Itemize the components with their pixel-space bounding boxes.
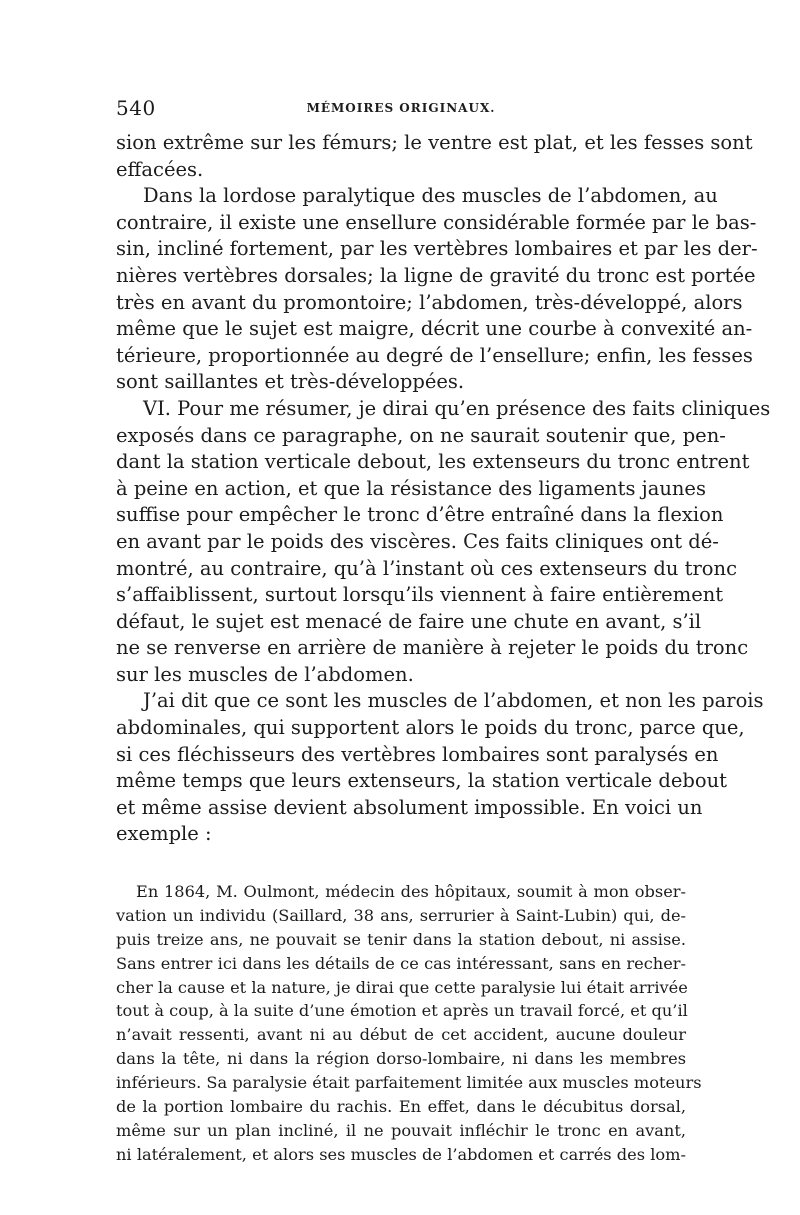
case-line: cher la cause et la nature, je dirai que cette paralysie lui était arrivée bbox=[116, 977, 688, 997]
text-line: ne se renverse en arrière de manière à rejeter le poids du tronc bbox=[116, 636, 749, 660]
text-line: suffise pour empêcher le tronc d’être entraîné dans la flexion bbox=[116, 503, 724, 527]
case-line: ni latéralement, et alors ses muscles de l’abdomen et carrés des lom- bbox=[116, 1144, 686, 1164]
text-line: térieure, proportionnée au degré de l’ensellure; enfin, les fesses bbox=[116, 343, 753, 367]
case-line: dans la tête, ni dans la région dorso-lombaire, ni dans les membres bbox=[116, 1049, 686, 1069]
page-number: 540 bbox=[116, 96, 156, 120]
case-line: inférieurs. Sa paralysie était parfaitement limitée aux muscles moteurs bbox=[116, 1073, 702, 1093]
text-line: montré, au contraire, qu’à l’instant où ces extenseurs du tronc bbox=[116, 556, 738, 580]
text-line: effacées. bbox=[116, 157, 204, 181]
running-title: MÉMOIRES ORIGINAUX. bbox=[306, 101, 496, 115]
case-line: Sans entrer ici dans les détails de ce cas intéressant, sans en recher- bbox=[116, 953, 686, 973]
paragraph-start-line: J’ai dit que ce sont les muscles de l’abdomen, et non les parois bbox=[143, 689, 764, 713]
page-header bbox=[116, 96, 686, 120]
case-line: vation un individu (Saillard, 38 ans, serrurier à Saint-Lubin) qui, de- bbox=[116, 905, 686, 925]
text-line: en avant par le poids des viscères. Ces faits cliniques ont dé- bbox=[116, 529, 719, 553]
text-line: à peine en action, et que la résistance des ligaments jaunes bbox=[116, 476, 706, 500]
text-line: sin, incliné fortement, par les vertèbres lombaires et par les der- bbox=[116, 237, 758, 261]
text-line: très en avant du promontoire; l’abdomen, très-développé, alors bbox=[116, 290, 743, 314]
text-line: sur les muscles de l’abdomen. bbox=[116, 662, 414, 686]
text-line: sont saillantes et très-développées. bbox=[116, 370, 465, 394]
text-line: dant la station verticale debout, les extenseurs du tronc entrent bbox=[116, 450, 750, 474]
case-line: En 1864, M. Oulmont, médecin des hôpitaux, soumit à mon obser- bbox=[136, 882, 686, 901]
case-line: n’avait ressenti, avant ni au début de cet accident, aucune douleur bbox=[116, 1025, 686, 1045]
case-line: puis treize ans, ne pouvait se tenir dans la station debout, ni assise. bbox=[116, 929, 686, 949]
paragraph-start-line: VI. Pour me résumer, je dirai qu’en présence des faits cliniques bbox=[143, 396, 771, 420]
text-line: et même assise devient absolument impossible. En voici un bbox=[116, 795, 703, 819]
text-line: s’affaiblissent, surtout lorsqu’ils viennent à faire entièrement bbox=[116, 583, 724, 607]
text-line: exemple : bbox=[116, 822, 212, 846]
text-line: même que le sujet est maigre, décrit une courbe à convexité an- bbox=[116, 317, 753, 341]
text-line: si ces fléchisseurs des vertèbres lombaires sont paralysés en bbox=[116, 742, 719, 766]
main-text bbox=[116, 130, 771, 848]
case-line: même sur un plan incliné, il ne pouvait infléchir le tronc en avant, bbox=[116, 1120, 686, 1140]
case-line: de la portion lombaire du rachis. En effet, dans le décubitus dorsal, bbox=[116, 1097, 686, 1117]
text-line: abdominales, qui supportent alors le poids du tronc, parce que, bbox=[116, 716, 745, 740]
paragraph-start-line: Dans la lordose paralytique des muscles de l’abdomen, au bbox=[143, 184, 718, 208]
text-line: nières vertèbres dorsales; la ligne de gravité du tronc est portée bbox=[116, 263, 756, 287]
case-report bbox=[116, 880, 702, 1167]
text-line: contraire, il existe une ensellure considérable formée par le bas- bbox=[116, 210, 757, 234]
text-line: défaut, le sujet est menacé de faire une chute en avant, s’il bbox=[116, 609, 702, 633]
case-line: tout à coup, à la suite d’une émotion et après un travail forcé, et qu’il bbox=[116, 1001, 688, 1021]
text-line: exposés dans ce paragraphe, on ne saurait soutenir que, pen- bbox=[116, 423, 726, 447]
text-line: même temps que leurs extenseurs, la station verticale debout bbox=[116, 769, 727, 793]
text-line: sion extrême sur les fémurs; le ventre est plat, et les fesses sont bbox=[116, 131, 753, 154]
